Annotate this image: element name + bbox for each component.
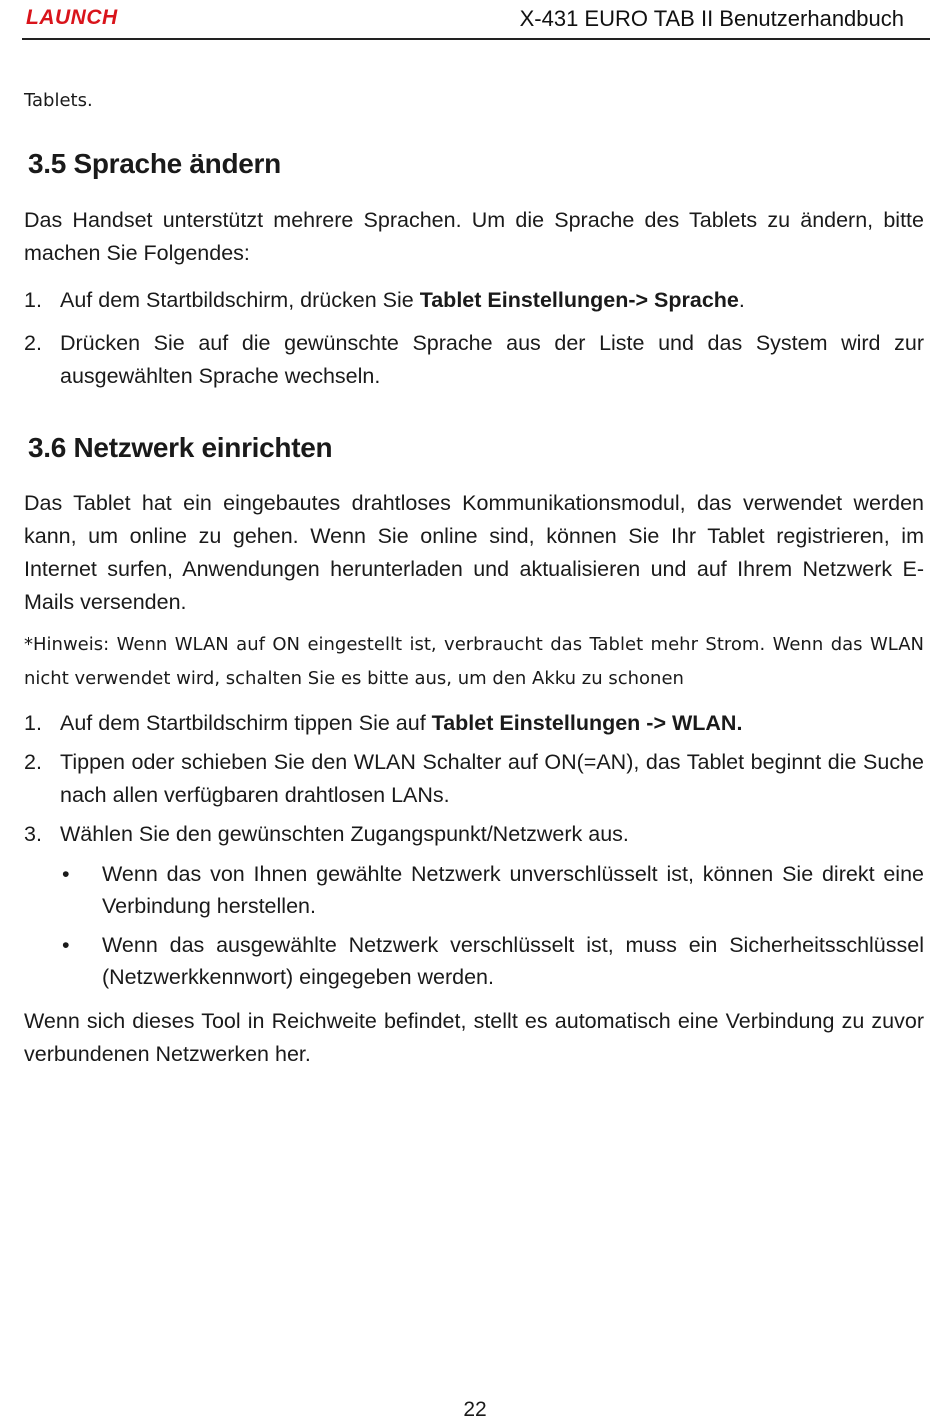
ui-path: Tablet Einstellungen -> WLAN. (431, 711, 743, 735)
bullet-icon: • (62, 933, 70, 957)
list-text: Auf dem Startbildschirm tippen Sie auf Tablet Einstellungen -> WLAN. (60, 711, 743, 735)
bullet-text: Wenn das von Ihnen gewählte Netzwerk unverschlüsselt ist, können Sie direkt eine Verbindung herstellen. (102, 862, 924, 918)
document-title: X-431 EURO TAB II Benutzerhandbuch (519, 6, 904, 31)
list-item (24, 818, 924, 851)
section-heading-3-5: 3.5 Sprache ändern (28, 148, 281, 179)
list-number: 3. (24, 822, 42, 846)
list-item (24, 746, 924, 812)
bullet-icon: • (62, 862, 70, 886)
list-number: 1. (24, 288, 42, 312)
bullet-item (62, 929, 924, 993)
list-number: 2. (24, 331, 42, 355)
launch-logo: LAUNCH (26, 6, 118, 29)
list-item (24, 707, 924, 740)
list-item (24, 284, 924, 317)
section-3-6-intro: Das Tablet hat ein eingebautes drahtloses Kommunikationsmodul, das verwendet werden kann, um online zu gehen. Wenn Sie online sind, können Sie Ihr Tablet registrieren, im Internet surfen, Anwendungen herunterladen und aktualisieren und auf Ihrem Netzwerk E-Mails versenden. (24, 491, 924, 614)
list-text: Auf dem Startbildschirm, drücken Sie Tablet Einstellungen-> Sprache. (60, 288, 745, 312)
section-heading-3-6: 3.6 Netzwerk einrichten (28, 432, 333, 463)
bullet-item (62, 858, 924, 922)
page-number: 22 (463, 1398, 487, 1421)
carryover-text: Tablets. (24, 90, 93, 111)
list-text: Drücken Sie auf die gewünschte Sprache aus der Liste und das System wird zur ausgewählten Sprache wechseln. (60, 331, 924, 388)
page-header (22, 0, 930, 40)
closing-paragraph: Wenn sich dieses Tool in Reichweite befindet, stellt es automatisch eine Verbindung zu zuvor verbundenen Netzwerken her. (24, 1009, 924, 1066)
list-text: Tippen oder schieben Sie den WLAN Schalter auf ON(=AN), das Tablet beginnt die Suche nach allen verfügbaren drahtlosen LANs. (60, 750, 924, 807)
list-item (24, 327, 924, 393)
list-number: 2. (24, 750, 42, 774)
note-text: *Hinweis: Wenn WLAN auf ON eingestellt ist, verbraucht das Tablet mehr Strom. Wenn das WLAN nicht verwendet wird, schalten Sie es bitte aus, um den Akku zu schonen (24, 634, 924, 689)
section-3-5-intro: Das Handset unterstützt mehrere Sprachen. Um die Sprache des Tablets zu ändern, bitte machen Sie Folgendes: (24, 208, 924, 265)
list-text: Wählen Sie den gewünschten Zugangspunkt/Netzwerk aus. (60, 822, 629, 846)
ui-path: Tablet Einstellungen-> Sprache (419, 288, 739, 312)
list-number: 1. (24, 711, 42, 735)
bullet-text: Wenn das ausgewählte Netzwerk verschlüsselt ist, muss ein Sicherheitsschlüssel (Netzwerkkennwort) eingegeben werden. (102, 933, 924, 989)
